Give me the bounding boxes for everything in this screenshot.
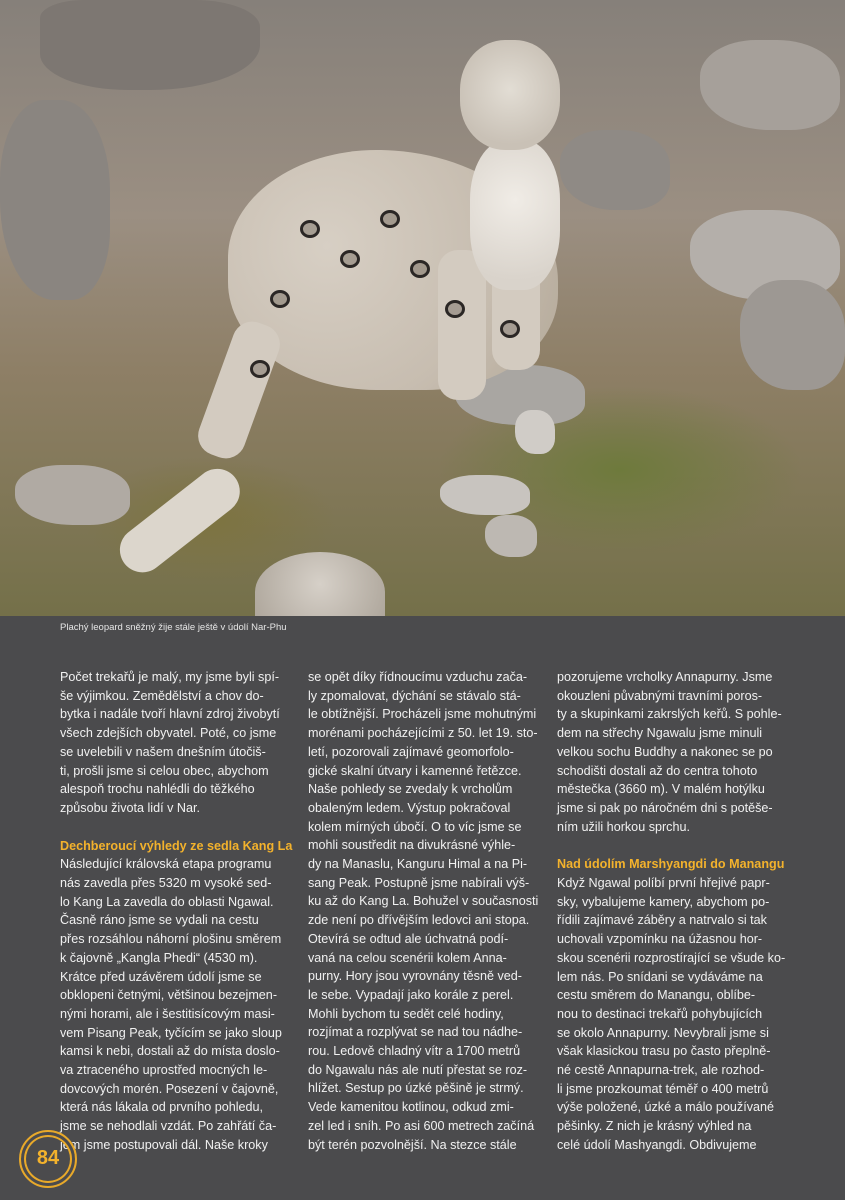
text-line: zde není po dřívějším ledovci ani stopa. [308,913,530,928]
article-paragraph [60,668,300,818]
rock [560,130,670,210]
text-line: Naše pohledy se zvedaly k vrcholům [308,782,513,797]
text-line: ty a skupinkami zakrslých keřů. S pohle- [557,707,782,722]
text-line: řídili zajímavé záběry a natrvalo si tak [557,913,767,928]
page-number: 84 [36,1147,60,1169]
rock [740,280,845,390]
text-line: kolem mírných úbočí. O to víc jsme se [308,819,522,834]
text-line: schodišti dostali až do centra tohoto [557,763,758,778]
text-line: se uvelebili v našem dnešním útočiš- [60,744,266,759]
text-line: se opět díky řídnoucímu vzduchu zača- [308,670,528,684]
text-line: vaná na celou scenérii kolem Anna- [308,950,507,965]
rock [0,100,110,300]
leopard-spot [340,250,360,268]
leopard-spot [300,220,320,238]
leopard-spot [380,210,400,228]
text-line: být terén pozvolnější. Na stezce stále [308,1137,517,1152]
leopard-spot [250,360,270,378]
text-column-2 [308,668,548,1154]
text-line: sky, vybalujeme kamery, abychom po- [557,894,770,909]
text-line: bytka i nadále tvoří hlavní zdroj živobytí [60,707,280,722]
text-line: přes rozsáhlou náhorní plošinu směrem [60,932,282,947]
leopard-spot [410,260,430,278]
article-paragraph [308,668,548,1154]
text-line: né cestě Annapurna-trek, ale rozhod- [557,1063,765,1078]
text-line: rou. Ledově chladný vítr a 1700 metrů [308,1044,521,1059]
rock [440,475,530,515]
text-line: jsme se nehodlali vzdát. Po zahřátí ča- [60,1119,277,1134]
paragraph-gap [60,818,300,837]
text-line: dovcových morén. Posezení v čajovně, [60,1081,279,1096]
text-line: dy na Manaslu, Kanguru Himal a na Pi- [308,857,528,872]
text-line: skou scenérii rozprostírající se všude ko- [557,950,786,965]
text-line: se okolo Annapurny. Nevybrali jsme si [557,1025,769,1040]
text-line: zel led i sníh. Po asi 600 metrech začíná [308,1118,535,1133]
text-line: dem na střechy Ngawalu jsme minuli [557,726,763,741]
text-line: obklopeni četnými, většinou bezejmen- [60,988,278,1003]
leopard-spot [500,320,520,338]
text-line: le obtížnější. Procházeli jsme mohutnými [308,707,537,722]
rock [485,515,537,557]
text-line: Vede kamenitou kotlinou, odkud zmi- [308,1100,514,1115]
photo-caption: Plachý leopard sněžný žije stále ještě v údolí Nar-Phu [60,622,287,633]
rock [515,410,555,454]
text-line: le sebe. Vypadají jako korále z perel. [308,987,514,1002]
leopard-spot [270,290,290,308]
text-line: jsme si pak po náročném dni s potěše- [557,800,773,815]
text-line: Časně ráno jsme se vydali na cestu [60,913,259,928]
leopard-spot [445,300,465,318]
text-line: va ztraceného uprostřed mocných le- [60,1063,268,1078]
text-line: letí, pozorovali zajímavé geomorfolo- [308,744,514,759]
text-line: Krátce před uzávěrem údolí jsme se [60,969,262,984]
text-line: Když Ngawal políbí první hřejivé papr- [557,876,770,891]
text-line: nou to destinaci trekařů pohybujících [557,1006,763,1021]
leopard-leg [193,316,286,464]
text-line: okouzleni půvabnými travními poros- [557,688,763,703]
leopard-head [460,40,560,150]
text-line: k čajovně „Kangla Phedi“ (4530 m). [60,950,258,965]
section-heading: Dechberoucí výhledy ze sedla Kang La [60,838,293,853]
text-line: ti, prošli jsme si celou obec, abychom [60,763,269,778]
text-line: všech zdejších obyvatel. Poté, co jsme [60,726,277,741]
text-line: gické skalní útvary i kamenné řetězce. [308,763,522,778]
text-line: ly zpomalovat, dýchání se stávalo stá- [308,688,521,703]
text-line: purny. Hory jsou vyrovnány těsně ved- [308,969,522,984]
leopard-cub [255,552,385,616]
rock [40,0,260,90]
text-line: li jsme prozkoumat téměř o 400 metrů [557,1081,769,1096]
text-line: lo Kang La zavedla do oblasti Ngawal. [60,894,274,909]
text-column-1 [60,668,300,1155]
text-line: jem jsme postupovali dál. Naše kroky [60,1137,268,1152]
text-line: celé údolí Mashyangdi. Obdivujeme [557,1137,757,1152]
text-line: hlížet. Sestup po úzké pěšině je strmý. [308,1081,524,1096]
text-line: ku až do Kang La. Bohužel v současnosti [308,894,539,909]
text-line: Mohli bychom tu sedět celé hodiny, [308,1006,504,1021]
text-line: rozjímat a rozplývat se nad tou nádhe- [308,1025,523,1040]
text-line: Následující královská etapa programu [60,857,272,872]
rock [700,40,840,130]
text-line: Otevírá se odtud ale úchvatná podí- [308,931,509,946]
article-paragraph [60,855,300,1154]
text-line: výše položené, úzké a málo používané [557,1100,775,1115]
leopard-chest [470,140,560,290]
text-line: nás zavedla přes 5320 m vysoké sed- [60,876,272,891]
text-line: do Ngawalu nás ale nutí přestat se roz- [308,1062,528,1077]
text-column-3 [557,668,797,1155]
leopard-leg [438,250,486,400]
text-line: sang Peak. Postupně jsme nabírali výš- [308,875,530,890]
text-line: způsobu života lidí v Nar. [60,800,201,815]
text-line: mohli soustředit na divukrásné výhle- [308,838,516,853]
section-heading: Nad údolím Marshyangdi do Manangu [557,857,785,872]
text-line: která nás lákala od prvního pohledu, [60,1100,264,1115]
text-line: še výjimkou. Zemědělství a chov do- [60,688,264,703]
text-line: pozorujeme vrcholky Annapurny. Jsme [557,670,773,684]
paragraph-gap [557,836,797,855]
text-line: nými horami, ale i šestitisícovým masi- [60,1006,275,1021]
text-line: však klasickou trasu po často přeplně- [557,1044,771,1059]
leopard-tail [111,460,249,582]
text-line: morénami pocházejícími z 50. let 19. sto- [308,726,538,741]
text-line: městečka (3660 m). V malém hotýlku [557,782,765,797]
rock [15,465,130,525]
article-paragraph [557,874,797,1155]
article-paragraph [557,668,797,836]
text-line: pěšinky. Z nich je krásný výhled na [557,1119,752,1134]
text-line: Počet trekařů je malý, my jsme byli spí- [60,670,280,684]
page-number-badge [19,1130,77,1188]
text-line: cestu směrem do Manangu, oblíbe- [557,988,756,1003]
text-line: lem nás. Po snídani se vydáváme na [557,969,763,984]
text-line: velkou sochu Buddhy a nakonec se po [557,744,773,759]
text-line: obaleným ledem. Výstup pokračoval [308,800,511,815]
text-line: uchovali vzpomínku na úžasnou hor- [557,932,763,947]
text-line: vem Pisang Peak, tyčícím se jako sloup [60,1025,282,1040]
text-line: alespoň trochu nahlédli do těžkého [60,782,255,797]
text-line: kamsi k nebi, dostali až do místa doslo- [60,1044,280,1059]
text-line: ním užili horkou sprchu. [557,819,690,834]
